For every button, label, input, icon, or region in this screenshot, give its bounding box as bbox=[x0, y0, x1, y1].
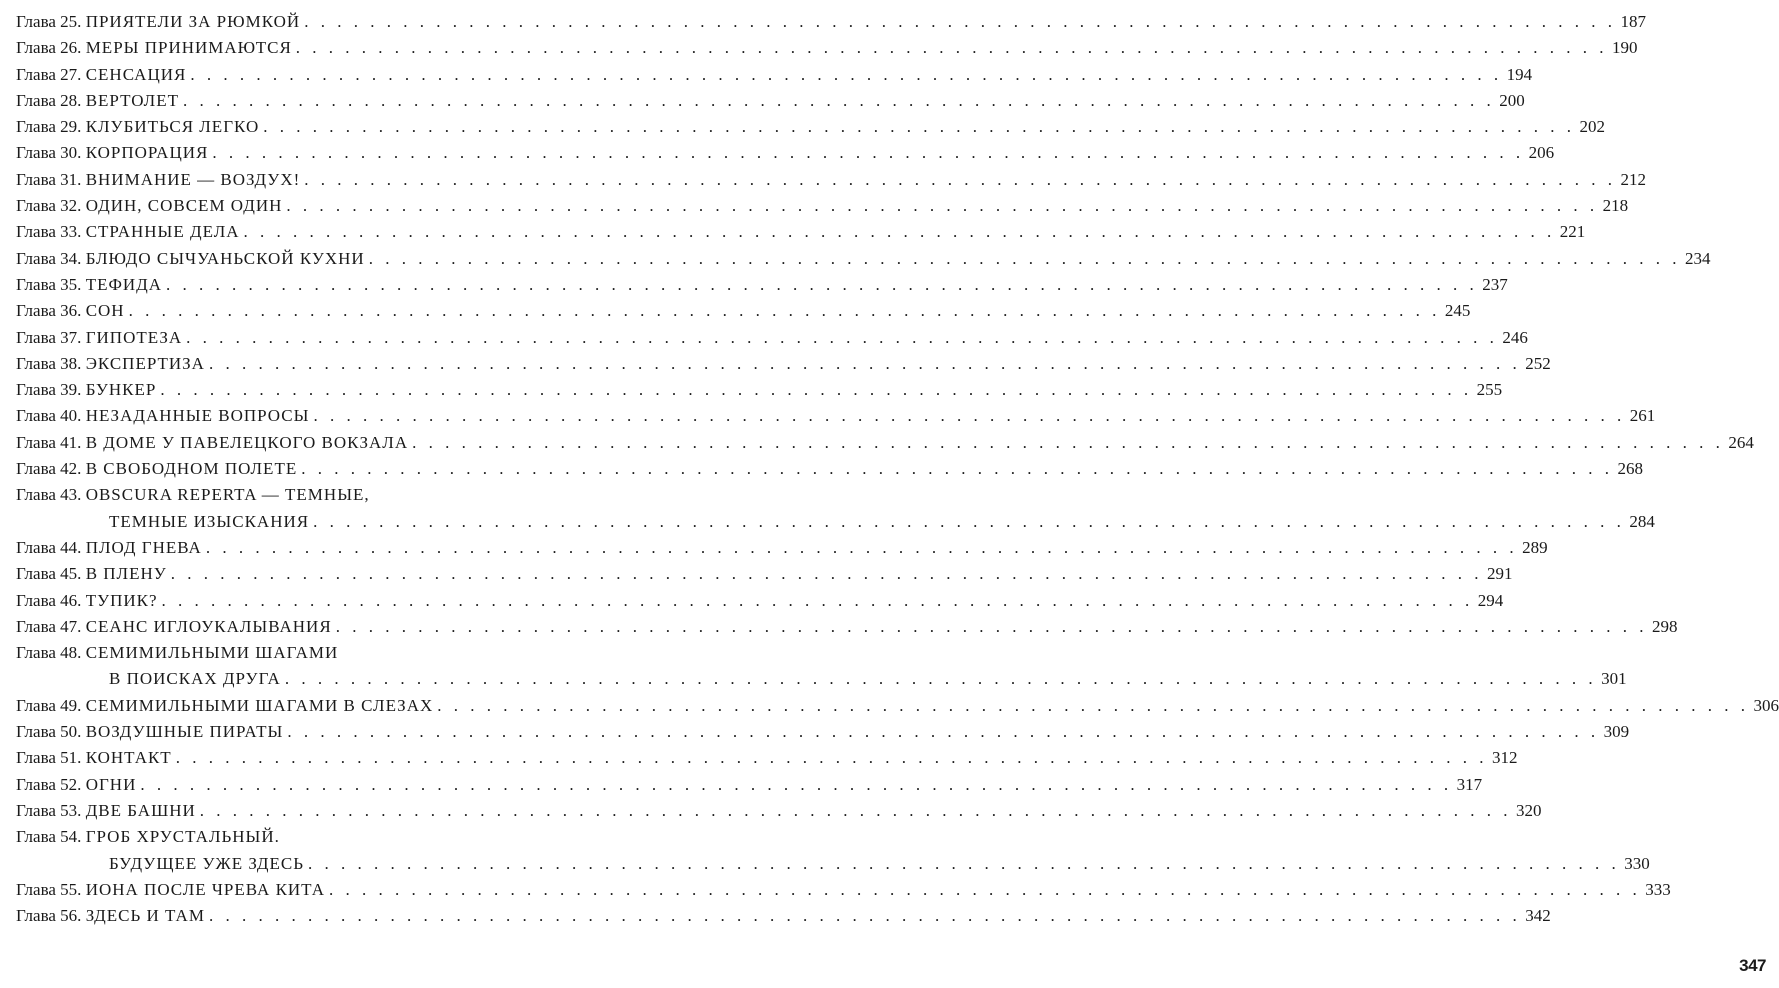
toc-line bbox=[16, 824, 576, 850]
chapter-label: Глава 35. bbox=[16, 274, 82, 294]
dot-leader: . . . . . . . . . . . . . . . . . . . . . . . . . . . . . . . . . . . . . . . . . . . . . . . . . . . . . . . . . . . . . . . . . . . . . . . . . . . . . . . . bbox=[186, 327, 1498, 347]
page-ref: 246 bbox=[1502, 327, 1528, 347]
toc-line bbox=[16, 403, 1656, 429]
chapter-label: Глава 52. bbox=[16, 774, 82, 794]
chapter-label-and-title bbox=[16, 325, 182, 351]
toc-line bbox=[16, 193, 1629, 219]
chapter-title: ГИПОТЕЗА bbox=[85, 327, 183, 347]
table-of-contents bbox=[16, 9, 1779, 929]
toc-line bbox=[16, 666, 1627, 692]
toc-line bbox=[16, 377, 1503, 403]
toc-line bbox=[16, 430, 1754, 456]
dot-leader: . . . . . . . . . . . . . . . . . . . . . . . . . . . . . . . . . . . . . . . . . . . . . . . . . . . . . . . . . . . . . . . . . . . . . . . . . . . . . . . . bbox=[412, 432, 1724, 452]
toc-line bbox=[16, 640, 576, 666]
chapter-label-and-title bbox=[16, 167, 300, 193]
toc-entry bbox=[16, 535, 1548, 561]
chapter-label: Глава 28. bbox=[16, 90, 82, 110]
dot-leader: . . . . . . . . . . . . . . . . . . . . . . . . . . . . . . . . . . . . . . . . . . . . . . . . . . . . . . . . . . . . . . . . . . . . . . . . . . . . . . . . bbox=[304, 169, 1617, 189]
chapter-label: Глава 30. bbox=[16, 143, 82, 163]
toc-entry bbox=[16, 219, 1586, 245]
toc-line bbox=[16, 772, 1483, 798]
page-ref: 234 bbox=[1684, 248, 1711, 268]
page-ref: 237 bbox=[1482, 274, 1508, 294]
dot-leader: . . . . . . . . . . . . . . . . . . . . . . . . . . . . . . . . . . . . . . . . . . . . . . . . . . . . . . . . . . . . . . . . . . . . . . . . . . . . . . . . bbox=[335, 616, 1648, 636]
dot-leader: . . . . . . . . . . . . . . . . . . . . . . . . . . . . . . . . . . . . . . . . . . . . . . . . . . . . . . . . . . . . . . . . . . . . . . . . . . . . . . . . bbox=[160, 380, 1473, 400]
chapter-label: Глава 50. bbox=[16, 722, 82, 742]
toc-entry bbox=[16, 877, 1671, 903]
chapter-label: Глава 49. bbox=[16, 695, 82, 715]
toc-line bbox=[16, 114, 1605, 140]
chapter-label: Глава 45. bbox=[16, 564, 82, 584]
toc-entry bbox=[16, 140, 1555, 166]
toc-line bbox=[16, 62, 1533, 88]
page-ref: 194 bbox=[1506, 64, 1533, 84]
toc-entry bbox=[16, 351, 1551, 377]
dot-leader: . . . . . . . . . . . . . . . . . . . . . . . . . . . . . . . . . . . . . . . . . . . . . . . . . . . . . . . . . . . . . . . . . . . . . . . . . . . . . . . . bbox=[212, 143, 1525, 163]
toc-entry bbox=[16, 35, 1638, 61]
chapter-title: ПЛОД ГНЕВА bbox=[85, 537, 202, 557]
toc-line bbox=[16, 903, 1551, 929]
chapter-title: КЛУБИТЬСЯ ЛЕГКО bbox=[85, 117, 260, 137]
page-ref: 294 bbox=[1477, 590, 1504, 610]
chapter-label-and-title bbox=[16, 561, 167, 587]
dot-leader: . . . . . . . . . . . . . . . . . . . . . . . . . . . . . . . . . . . . . . . . . . . . . . . . . . . . . . . . . . . . . . . . . . . . . . . . . . . . . . . . bbox=[208, 353, 1521, 373]
chapter-title: СОН bbox=[85, 301, 125, 321]
toc-entry bbox=[16, 88, 1525, 114]
toc-entry bbox=[16, 377, 1503, 403]
dot-leader: . . . . . . . . . . . . . . . . . . . . . . . . . . . . . . . . . . . . . . . . . . . . . . . . . . . . . . . . . . . . . . . . . . . . . . . . . . . . . . . . bbox=[301, 459, 1613, 479]
page-ref: 252 bbox=[1525, 353, 1551, 373]
toc-line bbox=[16, 167, 1647, 193]
toc-line bbox=[16, 535, 1548, 561]
chapter-label-and-title bbox=[16, 35, 292, 61]
toc-line bbox=[16, 88, 1525, 114]
page-ref: 333 bbox=[1645, 879, 1671, 899]
page-ref: 289 bbox=[1522, 537, 1548, 557]
page-ref: 264 bbox=[1728, 432, 1754, 452]
toc-entry bbox=[16, 9, 1646, 35]
toc-entry bbox=[16, 167, 1647, 193]
chapter-title: БУНКЕР bbox=[85, 380, 157, 400]
toc-entry bbox=[16, 614, 1678, 640]
chapter-title: ОДИН, СОВСЕМ ОДИН bbox=[85, 196, 283, 216]
toc-entry bbox=[16, 272, 1508, 298]
chapter-title: СТРАННЫЕ ДЕЛА bbox=[85, 222, 240, 242]
dot-leader: . . . . . . . . . . . . . . . . . . . . . . . . . . . . . . . . . . . . . . . . . . . . . . . . . . . . . . . . . . . . . . . . . . . . . . . . . . . . . . . . bbox=[287, 722, 1600, 742]
page-ref: 221 bbox=[1559, 222, 1586, 242]
page-ref: 206 bbox=[1528, 143, 1555, 163]
dot-leader: . . . . . . . . . . . . . . . . . . . . . . . . . . . . . . . . . . . . . . . . . . . . . . . . . . . . . . . . . . . . . . . . . . . . . . . . . . . . . . . . bbox=[304, 12, 1616, 31]
page-number: 347 bbox=[1739, 956, 1766, 975]
chapter-label-and-title bbox=[16, 693, 433, 719]
chapter-title: СЕНСАЦИЯ bbox=[85, 64, 187, 84]
chapter-label-and-title bbox=[16, 272, 162, 298]
toc-line bbox=[16, 272, 1508, 298]
chapter-label-and-title bbox=[16, 482, 370, 508]
chapter-title-continued: ТЕМНЫЕ ИЗЫСКАНИЯ bbox=[109, 511, 310, 531]
chapter-title: OBSCURA REPERTA — ТЕМНЫЕ, bbox=[85, 485, 370, 505]
toc-entry bbox=[16, 298, 1471, 324]
chapter-label: Глава 40. bbox=[16, 406, 82, 426]
dot-leader: . . . . . . . . . . . . . . . . . . . . . . . . . . . . . . . . . . . . . . . . . . . . . . . . . . . . . . . . . . . . . . . . . . . . . . . . . . . . . . . . bbox=[286, 196, 1599, 216]
chapter-label: Глава 51. bbox=[16, 748, 82, 768]
page-ref: 306 bbox=[1753, 695, 1779, 715]
toc-line bbox=[16, 219, 1586, 245]
page-ref: 200 bbox=[1499, 90, 1525, 110]
toc-entry bbox=[16, 588, 1504, 614]
toc-entry bbox=[16, 325, 1528, 351]
chapter-title: ГРОБ ХРУСТАЛЬНЫЙ. bbox=[85, 827, 280, 847]
toc-line bbox=[16, 325, 1528, 351]
chapter-label: Глава 46. bbox=[16, 590, 82, 610]
toc-entry bbox=[16, 640, 1627, 693]
page-ref: 190 bbox=[1612, 38, 1638, 58]
dot-leader: . . . . . . . . . . . . . . . . . . . . . . . . . . . . . . . . . . . . . . . . . . . . . . . . . . . . . . . . . . . . . . . . . . . . . . . . . . . . . . . . bbox=[284, 669, 1597, 689]
chapter-label-and-title bbox=[16, 430, 408, 456]
chapter-label-and-title bbox=[16, 798, 196, 824]
toc-line bbox=[16, 9, 1646, 35]
chapter-title: ТЕФИДА bbox=[85, 274, 163, 294]
chapter-label: Глава 39. bbox=[16, 380, 82, 400]
page-ref: 330 bbox=[1624, 853, 1650, 873]
page-ref: 202 bbox=[1579, 117, 1605, 137]
chapter-label-and-title bbox=[16, 903, 205, 929]
chapter-title: ДВЕ БАШНИ bbox=[85, 800, 196, 820]
dot-leader: . . . . . . . . . . . . . . . . . . . . . . . . . . . . . . . . . . . . . . . . . . . . . . . . . . . . . . . . . . . . . . . . . . . . . . . . . . . . . . . . bbox=[161, 590, 1474, 610]
chapter-label: Глава 36. bbox=[16, 301, 82, 321]
chapter-title: ОГНИ bbox=[85, 774, 137, 794]
chapter-title: НЕЗАДАННЫЕ ВОПРОСЫ bbox=[85, 406, 310, 426]
chapter-label: Глава 55. bbox=[16, 879, 82, 899]
toc-entry bbox=[16, 430, 1754, 456]
page-ref: 309 bbox=[1603, 722, 1630, 742]
toc-line bbox=[16, 745, 1518, 771]
chapter-title: СЕМИМИЛЬНЫМИ ШАГАМИ В СЛЕЗАХ bbox=[85, 695, 434, 715]
page-ref: 187 bbox=[1620, 12, 1646, 31]
toc-entry bbox=[16, 693, 1779, 719]
chapter-label: Глава 42. bbox=[16, 459, 82, 479]
chapter-title: ЗДЕСЬ И ТАМ bbox=[85, 906, 205, 926]
toc-entry bbox=[16, 824, 1650, 877]
chapter-label-and-title bbox=[16, 246, 365, 272]
chapter-label: Глава 44. bbox=[16, 537, 82, 557]
dot-leader: . . . . . . . . . . . . . . . . . . . . . . . . . . . . . . . . . . . . . . . . . . . . . . . . . . . . . . . . . . . . . . . . . . . . . . . . . . . . . . . . bbox=[182, 90, 1495, 110]
chapter-label-and-title bbox=[16, 219, 240, 245]
chapter-title: ТУПИК? bbox=[85, 590, 158, 610]
chapter-label: Глава 25. bbox=[16, 12, 82, 31]
chapter-label-and-title bbox=[16, 114, 259, 140]
chapter-label-and-title bbox=[16, 614, 332, 640]
chapter-label: Глава 43. bbox=[16, 485, 82, 505]
dot-leader: . . . . . . . . . . . . . . . . . . . . . . . . . . . . . . . . . . . . . . . . . . . . . . . . . . . . . . . . . . . . . . . . . . . . . . . . . . . . . . . . bbox=[128, 301, 1441, 321]
page-ref: 245 bbox=[1444, 301, 1471, 321]
chapter-label: Глава 29. bbox=[16, 117, 82, 137]
chapter-label-and-title bbox=[16, 351, 205, 377]
page-ref: 312 bbox=[1491, 748, 1518, 768]
chapter-label: Глава 54. bbox=[16, 827, 82, 847]
dot-leader: . . . . . . . . . . . . . . . . . . . . . . . . . . . . . . . . . . . . . . . . . . . . . . . . . . . . . . . . . . . . . . . . . . . . . . . . . . . . . . . . bbox=[263, 117, 1575, 137]
toc-entry bbox=[16, 745, 1518, 771]
dot-leader: . . . . . . . . . . . . . . . . . . . . . . . . . . . . . . . . . . . . . . . . . . . . . . . . . . . . . . . . . . . . . . . . . . . . . . . . . . . . . . . . bbox=[190, 64, 1503, 84]
dot-leader: . . . . . . . . . . . . . . . . . . . . . . . . . . . . . . . . . . . . . . . . . . . . . . . . . . . . . . . . . . . . . . . . . . . . . . . . . . . . . . . . bbox=[205, 537, 1518, 557]
dot-leader: . . . . . . . . . . . . . . . . . . . . . . . . . . . . . . . . . . . . . . . . . . . . . . . . . . . . . . . . . . . . . . . . . . . . . . . . . . . . . . . . bbox=[437, 695, 1750, 715]
chapter-title: ИОНА ПОСЛЕ ЧРЕВА КИТА bbox=[85, 879, 325, 899]
chapter-label-and-title bbox=[16, 88, 179, 114]
chapter-label: Глава 47. bbox=[16, 616, 82, 636]
toc-line bbox=[16, 614, 1678, 640]
toc-entry bbox=[16, 114, 1605, 140]
toc-line bbox=[16, 798, 1542, 824]
chapter-label-and-title bbox=[16, 745, 172, 771]
dot-leader: . . . . . . . . . . . . . . . . . . . . . . . . . . . . . . . . . . . . . . . . . . . . . . . . . . . . . . . . . . . . . . . . . . . . . . . . . . . . . . . . bbox=[175, 748, 1488, 768]
toc-line bbox=[16, 693, 1779, 719]
dot-leader: . . . . . . . . . . . . . . . . . . . . . . . . . . . . . . . . . . . . . . . . . . . . . . . . . . . . . . . . . . . . . . . . . . . . . . . . . . . . . . . . bbox=[313, 406, 1626, 426]
chapter-label: Глава 33. bbox=[16, 222, 82, 242]
chapter-title: В ПЛЕНУ bbox=[85, 564, 167, 584]
dot-leader: . . . . . . . . . . . . . . . . . . . . . . . . . . . . . . . . . . . . . . . . . . . . . . . . . . . . . . . . . . . . . . . . . . . . . . . . . . . . . . . . bbox=[208, 906, 1521, 926]
chapter-label-and-title bbox=[16, 877, 325, 903]
toc-entry bbox=[16, 62, 1533, 88]
chapter-label-and-title bbox=[16, 535, 202, 561]
chapter-label: Глава 56. bbox=[16, 906, 82, 926]
chapter-label-and-title bbox=[16, 298, 125, 324]
chapter-title: СЕМИМИЛЬНЫМИ ШАГАМИ bbox=[85, 643, 339, 663]
toc-entry bbox=[16, 403, 1656, 429]
page-ref: 212 bbox=[1620, 169, 1647, 189]
dot-leader: . . . . . . . . . . . . . . . . . . . . . . . . . . . . . . . . . . . . . . . . . . . . . . . . . . . . . . . . . . . . . . . . . . . . . . . . . . . . . . . . bbox=[140, 774, 1453, 794]
page-ref: 320 bbox=[1516, 800, 1542, 820]
page-ref: 255 bbox=[1476, 380, 1503, 400]
chapter-title: БЛЮДО СЫЧУАНЬСКОЙ КУХНИ bbox=[85, 248, 365, 268]
toc-line bbox=[16, 351, 1551, 377]
chapter-label: Глава 32. bbox=[16, 196, 82, 216]
chapter-title: СЕАНС ИГЛОУКАЛЫВАНИЯ bbox=[85, 616, 332, 636]
chapter-label: Глава 31. bbox=[16, 169, 82, 189]
chapter-label-and-title bbox=[16, 9, 300, 35]
toc-entry bbox=[16, 561, 1513, 587]
chapter-label: Глава 53. bbox=[16, 800, 82, 820]
chapter-title-continued: В ПОИСКАХ ДРУГА bbox=[109, 669, 281, 689]
toc-line bbox=[16, 456, 1643, 482]
toc-entry bbox=[16, 798, 1542, 824]
chapter-label-and-title bbox=[16, 193, 282, 219]
dot-leader: . . . . . . . . . . . . . . . . . . . . . . . . . . . . . . . . . . . . . . . . . . . . . . . . . . . . . . . . . . . . . . . . . . . . . . . . . . . . . . . . bbox=[329, 879, 1641, 899]
chapter-label-and-title bbox=[16, 719, 283, 745]
chapter-label: Глава 37. bbox=[16, 327, 82, 347]
toc-line bbox=[16, 35, 1638, 61]
page-ref: 342 bbox=[1525, 906, 1551, 926]
dot-leader: . . . . . . . . . . . . . . . . . . . . . . . . . . . . . . . . . . . . . . . . . . . . . . . . . . . . . . . . . . . . . . . . . . . . . . . . . . . . . . . . bbox=[313, 511, 1625, 531]
chapter-label: Глава 48. bbox=[16, 643, 82, 663]
page-ref: 291 bbox=[1487, 564, 1513, 584]
dot-leader: . . . . . . . . . . . . . . . . . . . . . . . . . . . . . . . . . . . . . . . . . . . . . . . . . . . . . . . . . . . . . . . . . . . . . . . . . . . . . . . . bbox=[243, 222, 1556, 242]
chapter-title: МЕРЫ ПРИНИМАЮТСЯ bbox=[85, 38, 292, 58]
page-ref: 218 bbox=[1602, 196, 1629, 216]
chapter-label-and-title bbox=[16, 640, 338, 666]
page-ref: 261 bbox=[1629, 406, 1656, 426]
dot-leader: . . . . . . . . . . . . . . . . . . . . . . . . . . . . . . . . . . . . . . . . . . . . . . . . . . . . . . . . . . . . . . . . . . . . . . . . . . . . . . . . bbox=[166, 274, 1478, 294]
dot-leader: . . . . . . . . . . . . . . . . . . . . . . . . . . . . . . . . . . . . . . . . . . . . . . . . . . . . . . . . . . . . . . . . . . . . . . . . . . . . . . . . bbox=[368, 248, 1681, 268]
dot-leader: . . . . . . . . . . . . . . . . . . . . . . . . . . . . . . . . . . . . . . . . . . . . . . . . . . . . . . . . . . . . . . . . . . . . . . . . . . . . . . . . bbox=[199, 800, 1512, 820]
toc-line bbox=[16, 851, 1650, 877]
chapter-label-and-title bbox=[16, 62, 186, 88]
chapter-label-and-title bbox=[16, 140, 208, 166]
chapter-title: ВОЗДУШНЫЕ ПИРАТЫ bbox=[85, 722, 284, 742]
chapter-title: ПРИЯТЕЛИ ЗА РЮМКОЙ bbox=[85, 12, 301, 31]
chapter-title: В СВОБОДНОМ ПОЛЕТЕ bbox=[85, 459, 298, 479]
chapter-label-and-title bbox=[16, 403, 309, 429]
chapter-label-and-title bbox=[16, 824, 280, 850]
toc-line bbox=[16, 482, 576, 508]
chapter-title-continued: БУДУЩЕЕ УЖЕ ЗДЕСЬ bbox=[109, 853, 304, 873]
toc-line bbox=[16, 509, 1655, 535]
toc-entry bbox=[16, 482, 1655, 535]
chapter-label: Глава 41. bbox=[16, 432, 82, 452]
toc-line bbox=[16, 877, 1671, 903]
dot-leader: . . . . . . . . . . . . . . . . . . . . . . . . . . . . . . . . . . . . . . . . . . . . . . . . . . . . . . . . . . . . . . . . . . . . . . . . . . . . . . . . bbox=[307, 853, 1620, 873]
chapter-label: Глава 38. bbox=[16, 353, 82, 373]
chapter-title: ВНИМАНИЕ — ВОЗДУХ! bbox=[85, 169, 301, 189]
chapter-label-and-title bbox=[16, 588, 158, 614]
chapter-title: В ДОМЕ У ПАВЕЛЕЦКОГО ВОКЗАЛА bbox=[85, 432, 409, 452]
dot-leader: . . . . . . . . . . . . . . . . . . . . . . . . . . . . . . . . . . . . . . . . . . . . . . . . . . . . . . . . . . . . . . . . . . . . . . . . . . . . . . . . bbox=[295, 38, 1608, 58]
chapter-label-and-title bbox=[16, 456, 297, 482]
dot-leader: . . . . . . . . . . . . . . . . . . . . . . . . . . . . . . . . . . . . . . . . . . . . . . . . . . . . . . . . . . . . . . . . . . . . . . . . . . . . . . . . bbox=[170, 564, 1483, 584]
chapter-label-and-title bbox=[16, 377, 156, 403]
toc-entry bbox=[16, 246, 1711, 272]
chapter-title: ВЕРТОЛЕТ bbox=[85, 90, 179, 110]
page-ref: 317 bbox=[1456, 774, 1483, 794]
chapter-title: КОРПОРАЦИЯ bbox=[85, 143, 209, 163]
toc-line bbox=[16, 588, 1504, 614]
page-ref: 268 bbox=[1617, 459, 1643, 479]
toc-entry bbox=[16, 772, 1483, 798]
toc-line bbox=[16, 246, 1711, 272]
chapter-label: Глава 26. bbox=[16, 38, 82, 58]
toc-entry bbox=[16, 903, 1551, 929]
toc-line bbox=[16, 719, 1630, 745]
chapter-title: КОНТАКТ bbox=[85, 748, 172, 768]
chapter-label: Глава 34. bbox=[16, 248, 82, 268]
toc-entry bbox=[16, 719, 1630, 745]
chapter-label-and-title bbox=[16, 772, 136, 798]
toc-entry bbox=[16, 456, 1643, 482]
page-ref: 301 bbox=[1601, 669, 1627, 689]
toc-line bbox=[16, 140, 1555, 166]
toc-line bbox=[16, 298, 1471, 324]
toc-entry bbox=[16, 193, 1629, 219]
chapter-title: ЭКСПЕРТИЗА bbox=[85, 353, 205, 373]
toc-line bbox=[16, 561, 1513, 587]
chapter-label: Глава 27. bbox=[16, 64, 82, 84]
page-ref: 284 bbox=[1629, 511, 1655, 531]
page-ref: 298 bbox=[1651, 616, 1678, 636]
